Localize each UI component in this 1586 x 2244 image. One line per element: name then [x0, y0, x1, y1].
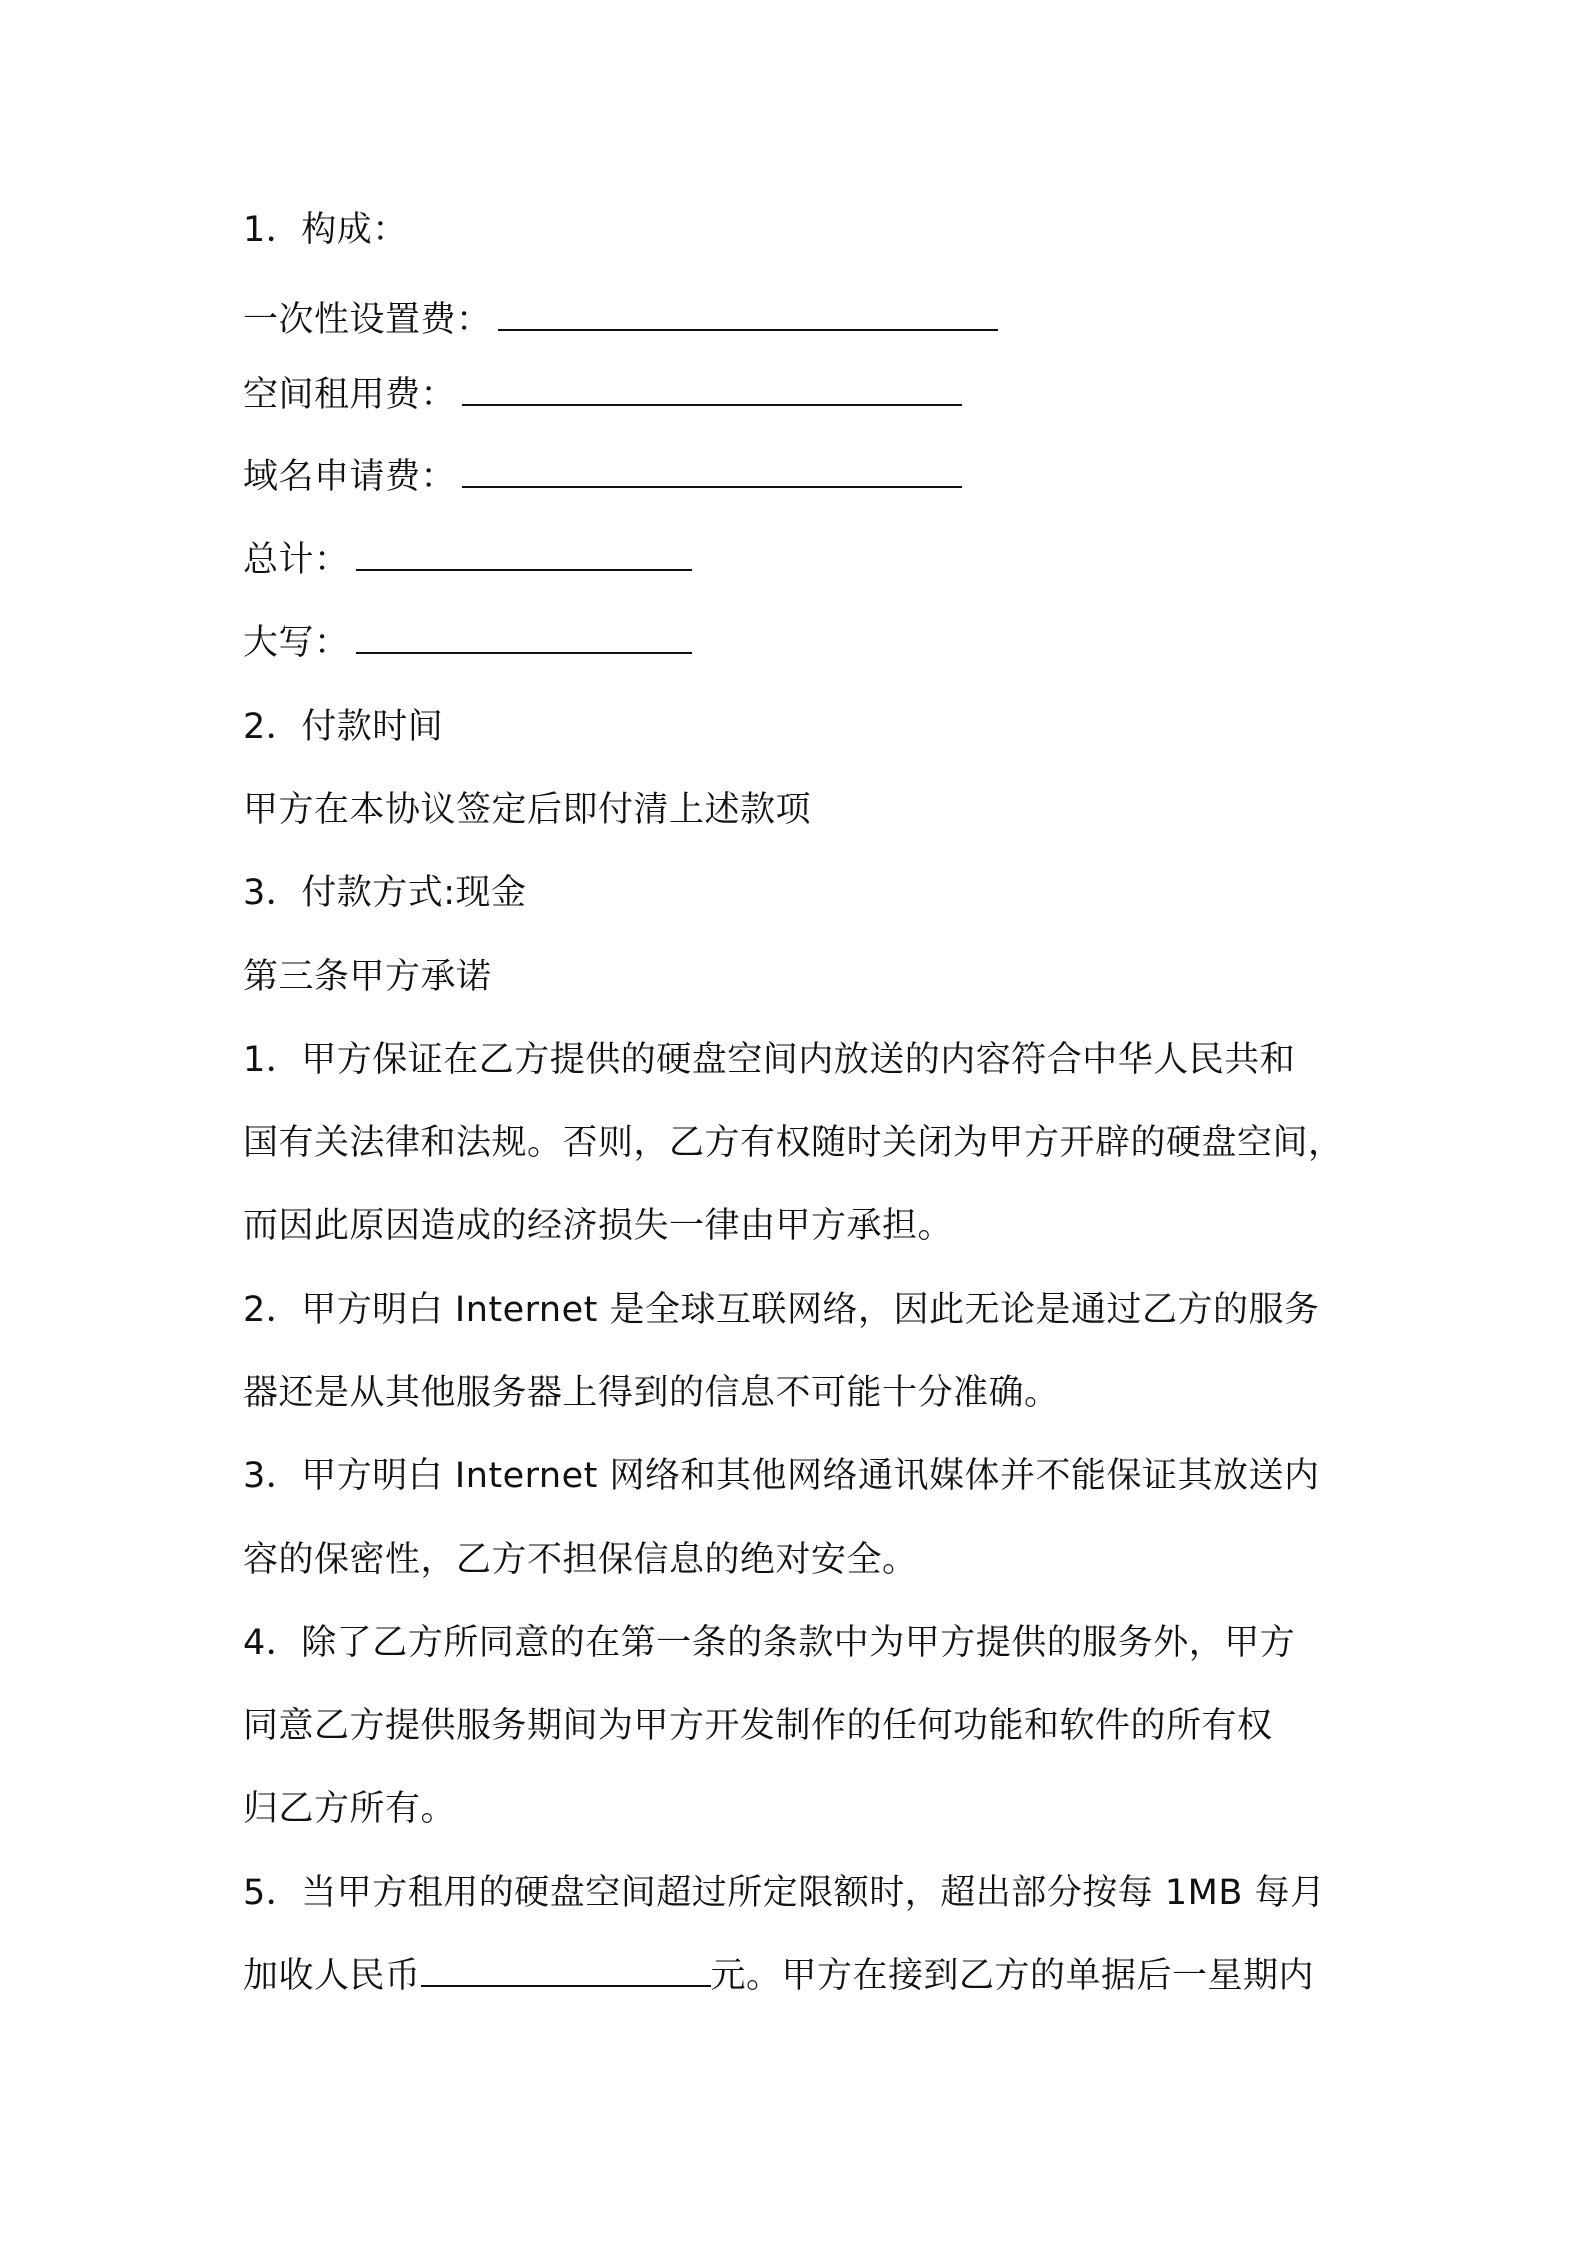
article3-line: 4．除了乙方所同意的在第一条的条款中为甲方提供的服务外，甲方 [243, 1623, 1296, 1663]
article3-line: 国有关法律和法规。否则，乙方有权随时关闭为甲方开辟的硬盘空间， [243, 1123, 1344, 1163]
total-row [243, 538, 692, 582]
setup-fee-label: 一次性设置费： [243, 300, 492, 340]
domain-fee-row [243, 455, 962, 499]
uppercase-amount-label: 大写： [243, 623, 350, 663]
payment-method: 3．付款方式:现金 [243, 873, 527, 913]
article3-line: 5．当甲方租用的硬盘空间超过所定限额时，超出部分按每 1MB 每月 [243, 1873, 1326, 1913]
article3-heading: 第三条甲方承诺 [243, 957, 492, 997]
uppercase-amount-row [243, 621, 692, 665]
payment-time-heading: 2．付款时间 [243, 707, 444, 747]
domain-fee-label: 域名申请费： [243, 457, 457, 497]
article3-line: 容的保密性，乙方不担保信息的绝对安全。 [243, 1540, 918, 1580]
article3-line: 同意乙方提供服务期间为甲方开发制作的任何功能和软件的所有权 [243, 1706, 1273, 1746]
article3-line: 归乙方所有。 [243, 1789, 457, 1829]
rmb-prefix: 加收人民币 [243, 1956, 421, 1996]
domain-fee-blank[interactable] [462, 456, 962, 488]
total-label: 总计： [243, 540, 350, 580]
payment-time-text: 甲方在本协议签定后即付清上述款项 [243, 790, 812, 830]
rmb-suffix: 元。甲方在接到乙方的单据后一星期内 [710, 1956, 1315, 1996]
uppercase-amount-blank[interactable] [356, 622, 692, 654]
rmb-amount-blank[interactable] [421, 1955, 711, 1987]
article3-line: 2．甲方明白 Internet 是全球互联网络，因此无论是通过乙方的服务 [243, 1290, 1320, 1330]
space-rent-fee-blank[interactable] [462, 374, 962, 406]
total-blank[interactable] [356, 539, 692, 571]
article3-last-line [243, 1954, 1314, 1998]
space-rent-fee-label: 空间租用费： [243, 375, 457, 415]
article3-line: 而因此原因造成的经济损失一律由甲方承担。 [243, 1206, 954, 1246]
section-fee-heading: 1．构成： [243, 210, 408, 250]
setup-fee-blank[interactable] [498, 299, 998, 331]
article3-line: 3．甲方明白 Internet 网络和其他网络通讯媒体并不能保证其放送内 [243, 1456, 1320, 1496]
setup-fee-row [243, 298, 998, 342]
article3-line: 器还是从其他服务器上得到的信息不可能十分准确。 [243, 1373, 1060, 1413]
article3-line: 1．甲方保证在乙方提供的硬盘空间内放送的内容符合中华人民共和 [243, 1040, 1296, 1080]
space-rent-fee-row [243, 373, 962, 417]
